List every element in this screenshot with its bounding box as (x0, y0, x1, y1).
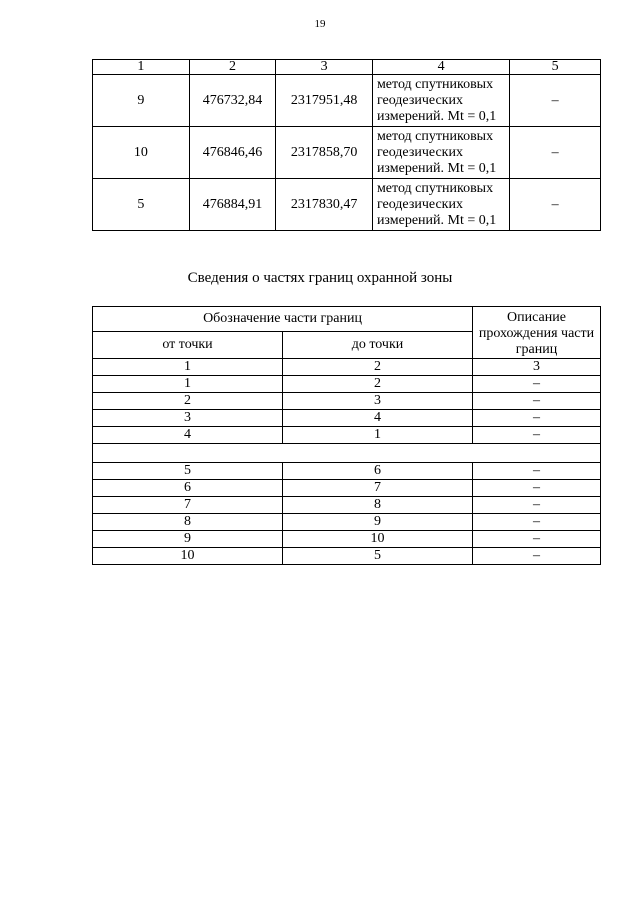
table-row (93, 497, 601, 514)
part-description: – (473, 463, 601, 480)
to-point: 10 (283, 531, 473, 548)
to-point: 8 (283, 497, 473, 514)
to-point: 4 (283, 410, 473, 427)
column-number: 2 (189, 60, 276, 75)
note: – (510, 75, 601, 127)
point-id: 10 (93, 127, 190, 179)
point-id: 9 (93, 75, 190, 127)
empty-cell (93, 444, 601, 463)
table-row (93, 393, 601, 410)
method-description: метод спутниковых геодезических измерений. Mt = 0,1 (372, 179, 509, 231)
from-point: 8 (93, 514, 283, 531)
table-row (93, 75, 601, 127)
y-coordinate: 2317858,70 (276, 127, 373, 179)
x-coordinate: 476846,46 (189, 127, 276, 179)
note: – (510, 127, 601, 179)
column-number: 3 (473, 359, 601, 376)
header-to-point: до точки (283, 331, 473, 358)
section-title: Сведения о частях границ охранной зоны (187, 270, 453, 286)
table-row (93, 514, 601, 531)
header-description: Описание прохождения части границ (473, 307, 601, 359)
column-number: 2 (283, 359, 473, 376)
from-point: 5 (93, 463, 283, 480)
to-point: 9 (283, 514, 473, 531)
method-description: метод спутниковых геодезических измерений. Mt = 0,1 (372, 75, 509, 127)
from-point: 3 (93, 410, 283, 427)
boundary-parts-table (92, 306, 601, 565)
to-point: 6 (283, 463, 473, 480)
to-point: 3 (283, 393, 473, 410)
table-separator-row (93, 444, 601, 463)
method-description: метод спутниковых геодезических измерений. Mt = 0,1 (372, 127, 509, 179)
from-point: 4 (93, 427, 283, 444)
table-row (93, 480, 601, 497)
to-point: 5 (283, 548, 473, 565)
from-point: 6 (93, 480, 283, 497)
table-row (93, 427, 601, 444)
table-row (93, 127, 601, 179)
table-row (93, 463, 601, 480)
part-description: – (473, 514, 601, 531)
to-point: 1 (283, 427, 473, 444)
coordinates-table (92, 59, 601, 231)
point-id: 5 (93, 179, 190, 231)
table-row (93, 531, 601, 548)
column-number: 5 (510, 60, 601, 75)
column-number: 1 (93, 359, 283, 376)
page-number: 19 (314, 18, 326, 30)
table-row (93, 410, 601, 427)
table-row (93, 548, 601, 565)
table-numbering-row (93, 359, 601, 376)
header-part-designation: Обозначение части границ (93, 307, 473, 332)
table-header-row (93, 60, 601, 75)
column-number: 4 (372, 60, 509, 75)
y-coordinate: 2317951,48 (276, 75, 373, 127)
column-number: 1 (93, 60, 190, 75)
part-description: – (473, 427, 601, 444)
part-description: – (473, 480, 601, 497)
column-number: 3 (276, 60, 373, 75)
table-row (93, 376, 601, 393)
note: – (510, 179, 601, 231)
part-description: – (473, 548, 601, 565)
from-point: 9 (93, 531, 283, 548)
header-from-point: от точки (93, 331, 283, 358)
to-point: 7 (283, 480, 473, 497)
y-coordinate: 2317830,47 (276, 179, 373, 231)
x-coordinate: 476732,84 (189, 75, 276, 127)
part-description: – (473, 410, 601, 427)
from-point: 1 (93, 376, 283, 393)
table-row (93, 179, 601, 231)
to-point: 2 (283, 376, 473, 393)
x-coordinate: 476884,91 (189, 179, 276, 231)
table-header-row (93, 307, 601, 332)
from-point: 2 (93, 393, 283, 410)
from-point: 10 (93, 548, 283, 565)
part-description: – (473, 376, 601, 393)
part-description: – (473, 531, 601, 548)
part-description: – (473, 393, 601, 410)
from-point: 7 (93, 497, 283, 514)
part-description: – (473, 497, 601, 514)
